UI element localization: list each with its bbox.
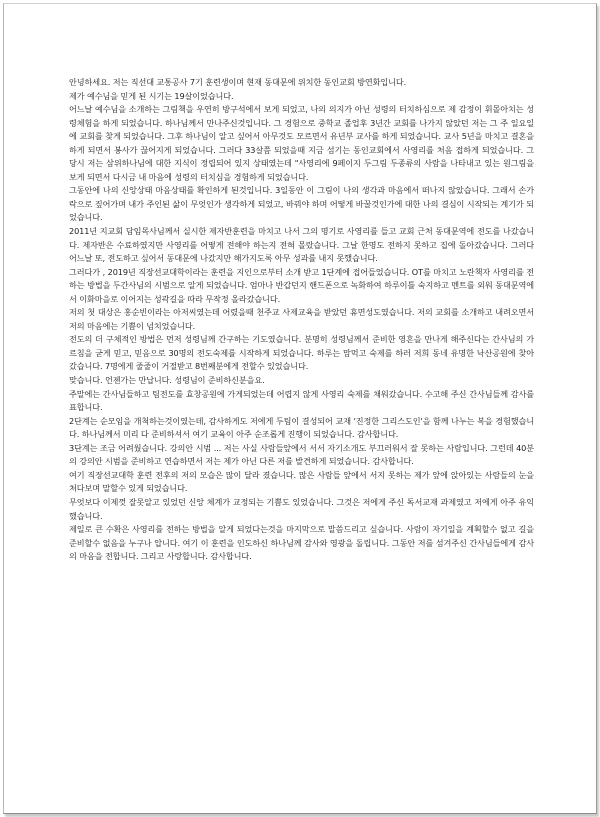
paragraph-faith-age: 제가 예수님을 믿게 된 시기는 19살이었습니다.	[69, 90, 234, 101]
paragraph-closing: 제일로 큰 수확은 사영리를 전하는 방법을 알게 되었다는것을 마지막으로 말씀드리고 싶습니다. 사람이 자기일을 계획할수 없고 길을 준비할수 없음을 누구나 압니다. 여기 이 훈련을 인도하신 하나님께 감사와 영광을 돌립니다. 그동안 저를 섬겨주신 간사님들에게 감사의 마음을 전합니다. 그리고 사랑합니다. 감사합니다.	[69, 524, 534, 562]
paragraph-training-start: 그러다가 , 2019년 직장선교대학이라는 훈련을 지인으로부터 소개 받고 1단계에 접어들었습니다. OT를 마치고 노란책자 사영리를 전하는 방법을 두간사님의 시범으로 알게 되었습니다. 엄마나 반갑던지 핸드폰으로 녹화하여 하루이틀 숙지하고 멘트를 외워 동대문역에서 이화마을로 이어지는 성곽길을 따라 무작정 올라갔습니다.	[69, 266, 534, 304]
paragraph-prepared-souls: 맞습니다. 언젠가는 만납니다. 성령님이 준비하신분을요.	[69, 375, 265, 386]
paragraph-stage-three: 3단계는 조금 어려웠습니다. 강의안 시범 ... 저는 사실 사람들앞에서 서서 자기소개도 부끄러워서 잘 못하는 사람입니다. 그런데 40분의 강의안 시범을 준비하고 연습하면서 저는 제가 아닌 다른 저를 발견하게 되었습니다. 감사합니다.	[69, 442, 534, 467]
paragraph-change: 여기 직장선교대학 훈련 전후의 저의 모습은 많이 달라 졌습니다. 많은 사람들 앞에서 서지 못하는 제가 앞에 앉아있는 사람들의 눈을 쳐다보며 말할수 있게 되었습니다.	[69, 469, 534, 494]
document-body	[69, 76, 534, 564]
paragraph-team-evangelism: 주말에는 간사님들하고 팀전도를 효창공원에 가게되었는데 어렵지 않게 사영리 숙제를 채워갔습니다. 수고해 주신 간사님들께 감사를 표합니다.	[69, 388, 534, 413]
paragraph-first-evangelism: 2011년 지교회 담임목사님께서 실시한 제자반훈련을 마치고 나서 그의 명기로 사영리를 들고 교회 근처 동대문역에 전도를 나갔습니다. 제자반은 수료하였지만 사영리를 어떻게 전해야 하는지 전혀 몰랐습니다. 그날 한명도 전하지 못하고 집에 돌아갔습니다. 그러다 어느날 또, 전도하고 싶어서 동대문에 나갔지만 해가지도록 아무 성과를 내지 못했습니다.	[69, 226, 534, 264]
paragraph-first-contact: 저의 첫 대상은 홍순빈이라는 아저씨였는데 어렸을때 천주교 사제교육을 받았던 휴면성도였습니다. 저의 교회를 소개하고 내려오면서 저의 마음에는 기쁨이 넘치었습니다.	[69, 307, 534, 331]
paragraph-faith-check: 그동안에 나의 신앙상태 마음상태를 확인하게 된것입니다. 3일동안 이 그림이 나의 생각과 마음에서 떠나지 않았습니다. 그래서 손가락으로 짚어가며 내가 주인된 삶이 무엇인가 생각하게 되었고, 바꿔야 하며 어떻게 바꿀것인가에 대한 나의 결심이 시작되는 계기가 되었습니다.	[69, 185, 534, 223]
paragraph-conversion: 어느날 예수님을 소개하는 그림책을 우연히 방구석에서 보게 되었고, 나의 의지가 아닌 성령의 터치하심으로 제 감정이 휘몰아치는 성령체험을 하게 되었습니다. 하나님께서 만나주신것입니다. 그 경험으로 중학교 졸업후 3년간 교회를 나가지 않았던 저는 그 주 일요일에 교회를 찾게 되었습니다. 그후 하나님이 알고 싶어서 아무것도 모르면서 유년부 교사를 하게 되었습니다. 교사 5년을 마치고 결혼을 하게 되면서 봉사가 끊어지게 되었습니다. 그러다 33살쯤 되었을때 지금 섬기는 동인교회에서 사영리를 처음 접하게 되었습니다. 그 당시 저는 삼위하나님에 대한 지식이 정립되어 있지 상태였는데 "사영리에 9페이지 두그림 두종류의 사람을 나타내고 있는 원그림을 보게 되면서 다시금 내 마음에 성령의 터치심을 경험하게 되었습니다.	[69, 104, 534, 182]
paragraph-prayer-method: 전도의 더 구체적인 방법은 먼저 성령님께 간구하는 기도였습니다. 분명히 성령님께서 준비한 영혼을 만나게 해주신다는 간사님의 가르침을 굳게 믿고, 믿음으로 30명의 전도숙제를 시작하게 되었습니다. 하루는 맘먹고 숙제를 하러 저희 동네 유명한 낙산공원에 찾아갔습니다. 7명에게 줄줄이 거절받고 8번째분에게 전할수 있었습니다.	[69, 334, 534, 372]
paragraph-stage-two: 2단계는 순모임을 개척하는것이였는데, 감사하게도 저에게 두팀이 결성되어 교재 '진정한 그리스도인'을 함께 나누는 복을 경험했습니다. 하나님께서 미리 다 준비하셔서 여기 교육이 아주 순조롭게 진행이 되었습니다. 감사합니다.	[69, 415, 534, 440]
paragraph-greeting: 안녕하세요. 저는 직선대 교통공사 7기 훈련생이며 현재 동대문에 위치한 동인교회 방연화입니다.	[69, 77, 407, 87]
paragraph-correction: 무엇보다 이제껏 잘못알고 있었던 신앙 체계가 교정되는 기쁨도 있었습니다. 그것은 저에게 주신 독서교재 과제였고 저에게 아주 유익했습니다.	[69, 496, 534, 521]
